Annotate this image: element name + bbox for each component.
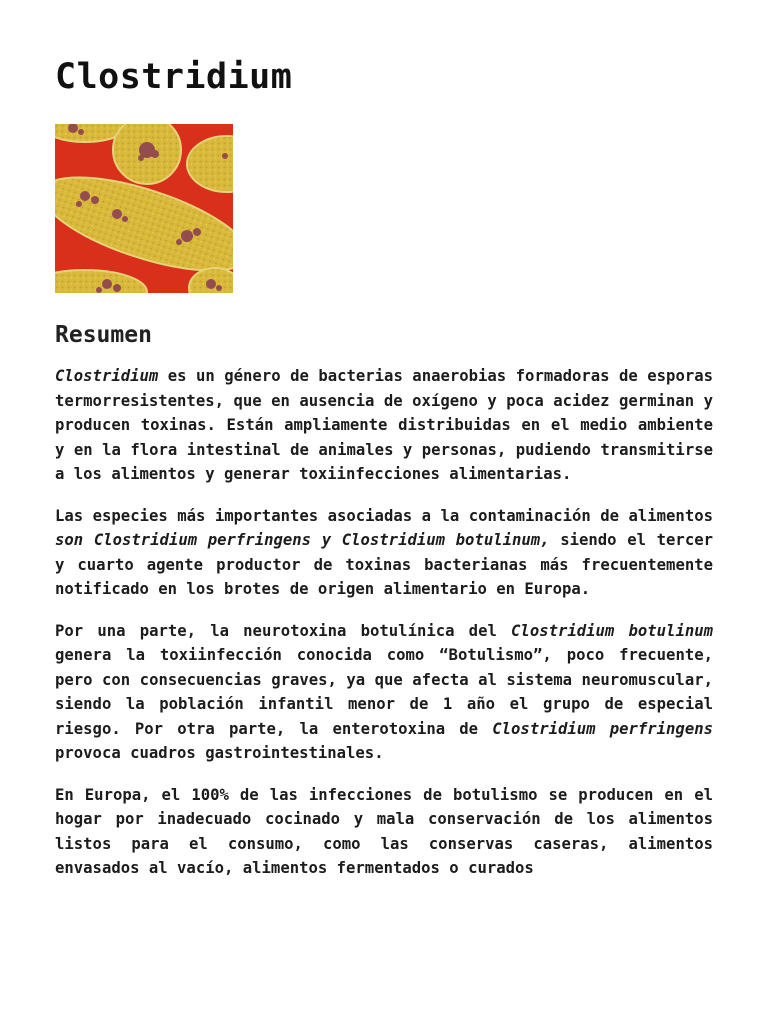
- paragraph-2: [55, 504, 713, 602]
- paragraph-text: En Europa, el 100% de las infecciones de botulismo se producen en el hogar por inadecuado cocinado y mala conservación de los alimentos listos para el consumo, como las conservas caseras, alimentos envasados al vacío, alimentos fermentados o curados: [55, 785, 713, 877]
- species-name: son Clostridium perfringens y Clostridium botulinum,: [55, 531, 550, 549]
- bacteria-micrograph-image: [55, 124, 233, 293]
- page-title: Clostridium: [55, 57, 293, 97]
- paragraph-text: provoca cuadros gastrointestinales.: [55, 744, 384, 762]
- paragraph-3: [55, 619, 713, 766]
- paragraph-text: siendo el tercer y cuarto agente productor de toxinas bacterianas más frecuentemente notificado en los brotes de origen alimentario en Europa.: [55, 531, 713, 598]
- paragraph-4: [55, 783, 713, 881]
- species-name: Clostridium: [55, 367, 159, 385]
- species-name: Clostridium perfringens: [492, 719, 713, 738]
- paragraph-text: genera la toxiinfección conocida como “Botulismo”, poco frecuente, pero con consecuencias graves, ya que afecta al sistema neuromuscular, siendo la población infantil menor de 1 año el grupo de especial riesgo. Por otra parte, la enterotoxina de: [55, 646, 713, 738]
- section-heading: Resumen: [55, 322, 152, 348]
- paragraph-text: Las especies más importantes asociadas a la contaminación de alimentos: [55, 506, 713, 525]
- paragraph-text: es un género de bacterias anaerobias formadoras de esporas termorresistentes, que en ausencia de oxígeno y poca acidez germinan y producen toxinas. Están ampliamente distribuidas en el medio ambiente y en la flora intestinal de animales y personas, pudiendo transmitirse a los alimentos y generar toxiinfecciones alimentarias.: [55, 367, 713, 483]
- species-name: Clostridium botulinum: [511, 621, 713, 640]
- paragraph-1: [55, 364, 713, 487]
- paragraph-text: Por una parte, la neurotoxina botulínica del: [55, 621, 512, 640]
- article-body: [55, 364, 713, 898]
- bacteria-micrograph-svg: [55, 124, 233, 293]
